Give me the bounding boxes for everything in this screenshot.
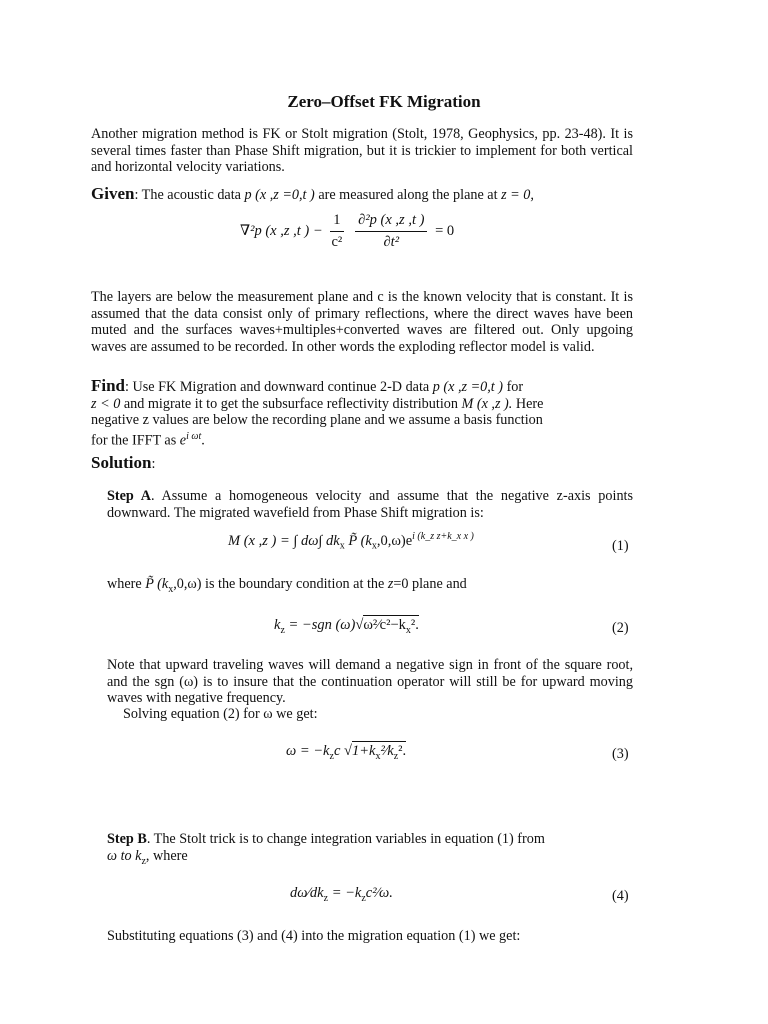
equation-number-4: (4) [612,888,629,904]
fraction-numerator: 1 [330,212,343,232]
step-a-label: Step A [107,488,152,504]
solving-line: Solving equation (2) for ω we get: [123,706,318,722]
fraction-denominator: c² [331,234,343,250]
step-a-paragraph [107,488,633,521]
solution-heading: Solution [91,453,152,472]
eq4-part-b: = −k [328,885,362,901]
eq3-end: ². [398,743,407,759]
given-plane: z = 0, [501,187,534,203]
solution-heading-line [91,455,633,473]
find-text-c: and migrate it to get the subsurface reflectivity distribution [120,395,462,412]
eq3-radicand [351,741,407,762]
eq4-sub-z2: z [361,892,366,904]
where-text: where [107,576,146,592]
eq3-sub-x: x [375,750,381,762]
where-line [107,576,633,598]
step-b-where: , where [145,847,188,864]
equation-1 [228,531,474,552]
eq2-sub-x: x [405,624,411,636]
given-heading: Given [91,184,135,203]
where-function-b: ,0,ω) [173,576,202,592]
eq3-part-b: c √ [333,743,352,759]
eq2-sub-z: z [280,624,285,636]
wave-eq-fraction-2 [355,212,427,251]
eq2-end: ². [410,617,419,633]
eq4-sub-z: z [323,892,329,904]
find-reflectivity: M (x ,z ). [461,395,513,412]
equation-3 [286,743,406,762]
eq1-part-c: ,0,ω)e [376,532,413,549]
where-text-c: =0 plane and [393,576,467,592]
eq2-radicand [363,615,419,636]
basis-exp: e [179,432,187,449]
find-line-3: negative z values are below the recording plane and we assume a basis function [91,412,543,428]
equation-number-1: (1) [612,538,629,554]
eq3-sub-z: z [329,750,334,762]
eq1-sub-x: x [339,540,345,552]
find-data-function: p (x ,z =0,t ) [432,379,504,395]
find-text-b: for [503,379,524,395]
fraction-denominator: ∂t² [383,234,400,250]
eq3-sub-z2: z [393,750,399,762]
find-text-d: Here [512,395,544,412]
step-b-paragraph [107,831,633,870]
layers-paragraph: The layers are below the measurement plane and c is the known velocity that is constant. It is assumed that the data consist only of primary reflections, where the direct waves have been muted and the surfaces waves+multiples+converted waves are filtered out. Only upgoing waves are assumed to be recorded. In other words the exploding reflector model is valid. [91,289,633,355]
equation-number-3: (3) [612,746,629,762]
wave-equation [240,212,454,251]
eq1-exponent: i (k_z z+k_x x ) [412,531,474,542]
find-period: . [201,432,205,449]
step-a-text: . Assume a homogeneous velocity and assume that the negative z-axis points downward. The migrated wavefield from Phase Shift migration is: [107,488,633,521]
find-z-condition: z < 0 [91,395,121,412]
given-data-function: p (x ,z =0,t ) [244,187,315,203]
wave-eq-fraction-1 [330,212,343,251]
where-function: P̃ (k [145,576,169,592]
step-b-sub-z: z [141,855,146,867]
given-paragraph [91,186,633,204]
where-sub-x: x [168,583,174,595]
intro-paragraph: Another migration method is FK or Stolt migration (Stolt, 1978, Geophysics, pp. 23-48). It is several times faster than Phase Shift migration, but it is trickier to implement for both vertical and horizontal velocity variations. [91,126,633,175]
eq2-sgn: = −sgn (ω)√ [284,617,364,633]
note-paragraph: Note that upward traveling waves will demand a negative sign in front of the square root, and the sgn (ω) is to insure that the continuation operator will still be for upward moving waves with negative frequency. [107,657,633,706]
fraction-numerator: ∂²p (x ,z ,t ) [355,212,427,232]
equation-4 [290,885,393,904]
eq4-part-c: c²⁄ω. [365,885,393,901]
wave-eq-left: ∇²p (x ,z ,t ) − [240,222,323,239]
substituting-line: Substituting equations (3) and (4) into the migration equation (1) we get: [107,928,521,944]
eq3-part-c: 1+k [351,743,376,759]
where-text-b: is the boundary condition at the [201,576,388,592]
where-z: z [387,576,394,592]
given-text-after: are measured along the plane at [314,187,502,203]
find-heading: Find [91,376,126,395]
eq1-part-b: P̃ (k [348,532,372,549]
equation-number-2: (2) [612,620,629,636]
step-b-label: Step B [107,831,147,847]
find-text: : Use FK Migration and downward continue 2-D data [125,379,433,395]
step-b-text: . The Stolt trick is to change integration variables in equation (1) from [146,831,545,847]
eq1-sub-x2: x [371,540,377,552]
eq3-part-d: ²⁄k [380,743,394,759]
equation-2 [274,617,419,636]
find-paragraph [91,378,633,449]
given-text: : The acoustic data [134,187,245,203]
eq2-k: k [274,617,281,633]
eq3-part-a: ω = −k [286,743,330,759]
page-title: Zero–Offset FK Migration [287,92,481,111]
step-b-omega-kz: ω to k [107,847,142,864]
eq1-part-a: M (x ,z ) = ∫ dω∫ dk [228,532,340,549]
wave-eq-right: = 0 [435,222,455,239]
find-line-4: for the IFFT as [91,432,180,449]
eq2-radicand-text: ω²⁄c²−k [363,617,406,633]
solution-colon: : [151,456,156,472]
eq4-part-a: dω⁄dk [290,885,324,901]
basis-exponent: i ωt [186,430,202,442]
